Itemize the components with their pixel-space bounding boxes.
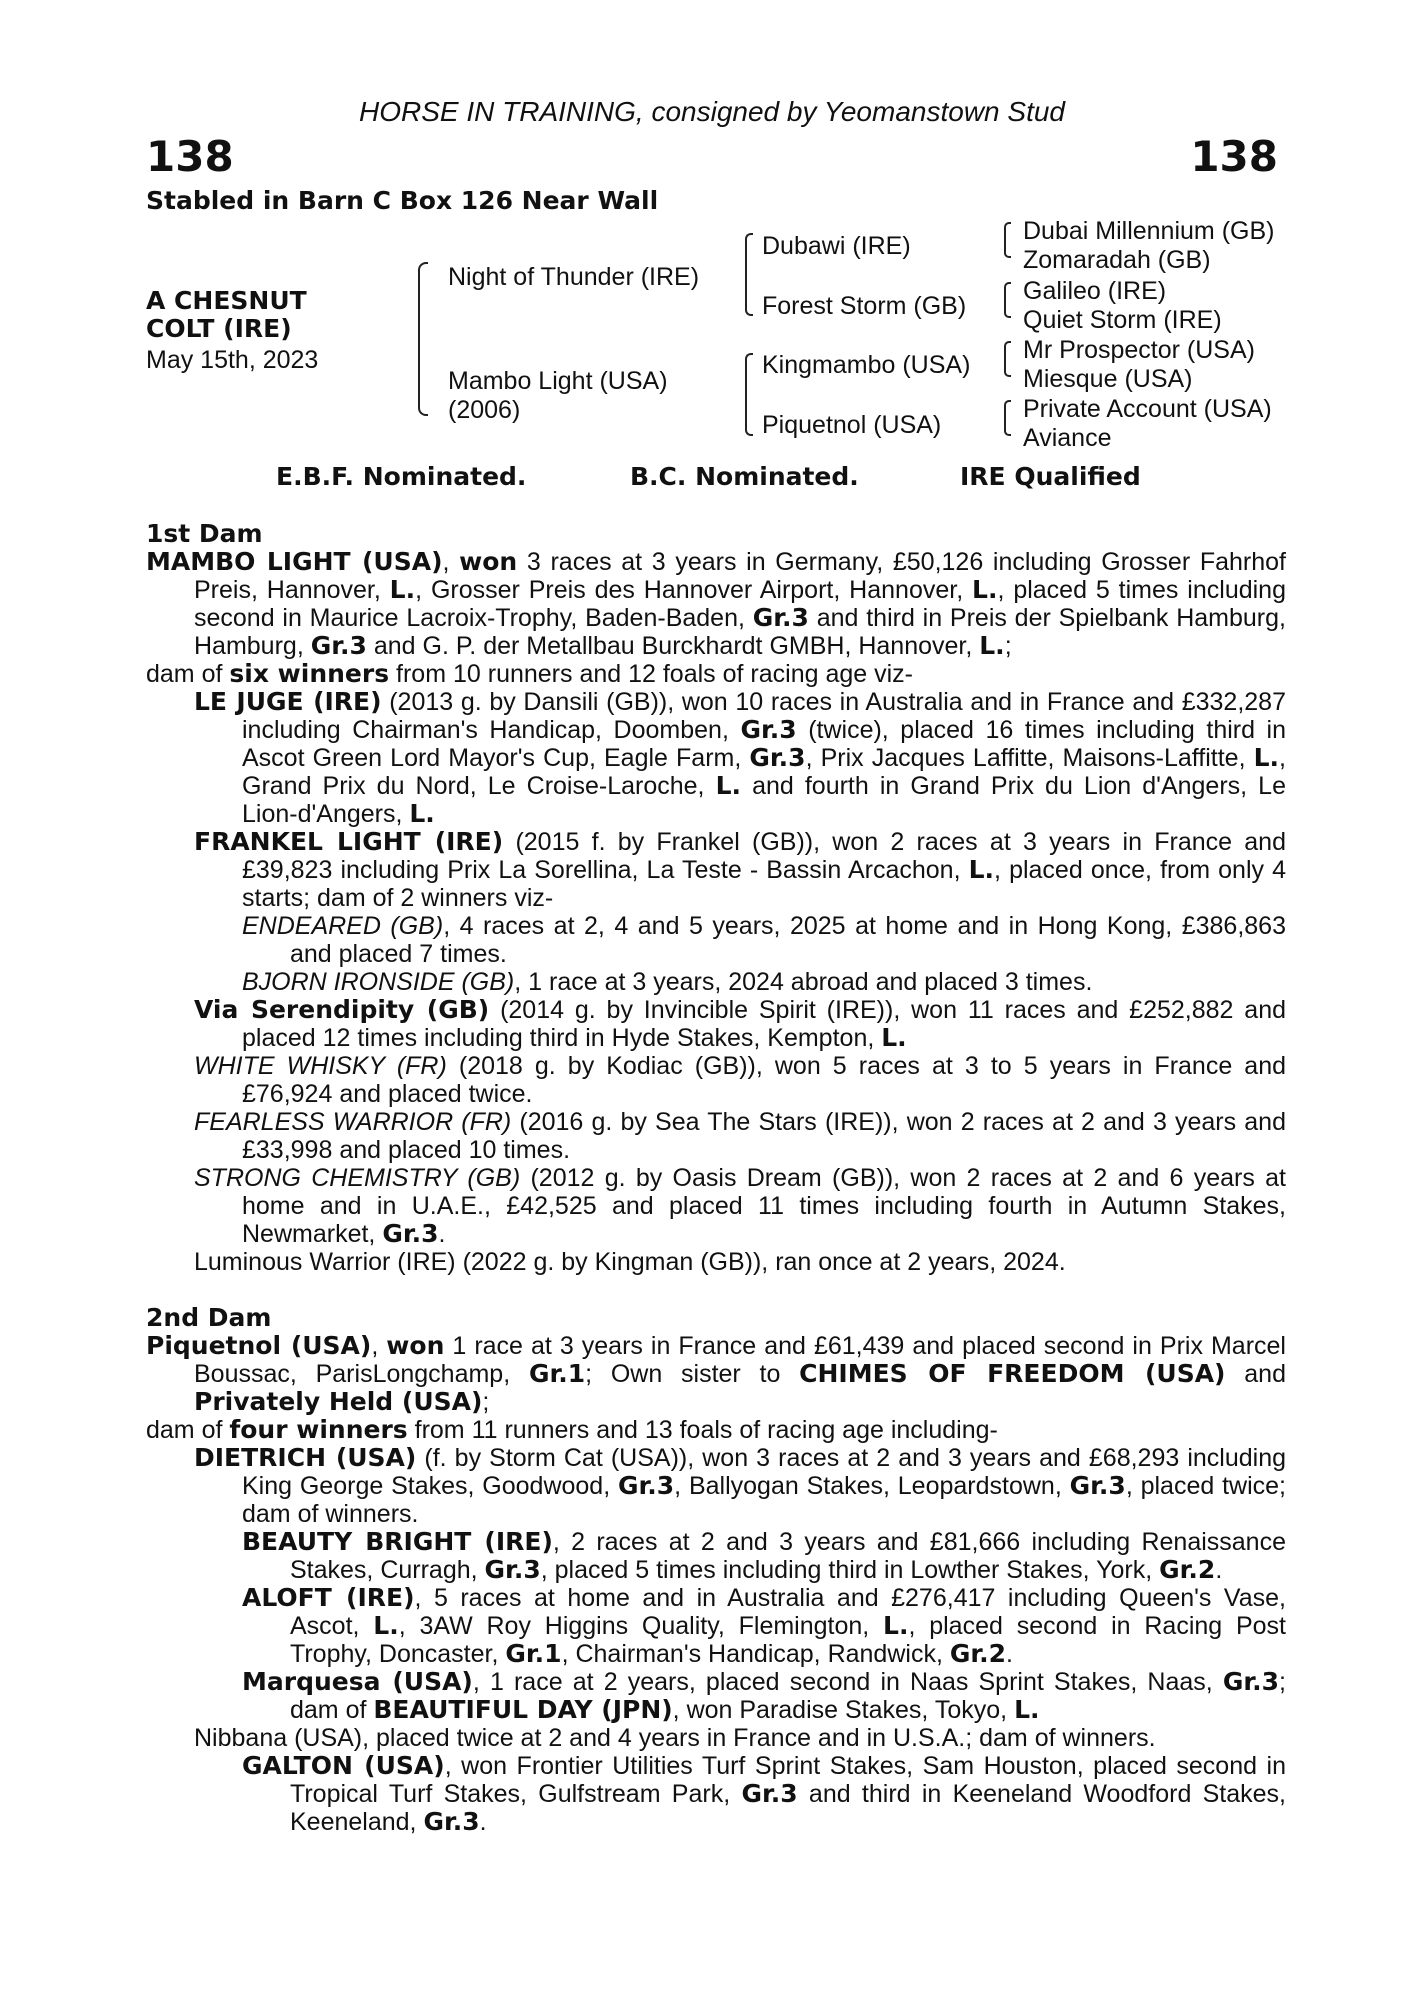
dam-year: (2006) xyxy=(448,396,521,424)
first-dam-heading: 1st Dam xyxy=(146,519,263,548)
record-text: (2018 g. by Kodiac (GB)), won 5 races at 3 to 5 years in France and £76,924 and placed twice. xyxy=(242,1052,1286,1108)
group-grade: Gr.3 xyxy=(752,603,809,632)
listed-grade: L. xyxy=(883,1611,909,1640)
produce-entry xyxy=(146,1444,1286,1528)
grandproduce-entry xyxy=(146,912,1286,968)
ggp-name: Aviance xyxy=(1023,424,1112,452)
produce-entry xyxy=(146,1724,1286,1752)
grandproduce-entry xyxy=(146,1528,1286,1584)
record-text: 3 races at 3 years in Germany, £50,126 including Grosser Fahrhof Preis, Hannover, xyxy=(194,548,1286,604)
produce-name: BEAUTIFUL DAY (JPN) xyxy=(373,1695,673,1724)
record-text: and xyxy=(1225,1360,1286,1388)
record-text: (2013 g. by Dansili (GB)), won 10 races in Australia and in France and £332,287 including Chairman's Handicap, Doomben, xyxy=(242,688,1286,744)
group-grade: Gr.3 xyxy=(484,1555,541,1584)
record-text: , 5 races at home and in Australia and £276,417 including Queen's Vase, Ascot, xyxy=(290,1584,1286,1640)
produce-name: WHITE WHISKY (FR) xyxy=(194,1052,447,1080)
horse-description xyxy=(146,287,307,343)
pedigree-brace-main xyxy=(418,262,428,416)
sibling-name: CHIMES OF FREEDOM (USA) xyxy=(799,1359,1226,1388)
lot-number-left: 138 xyxy=(146,132,234,181)
pedigree-brace-ggp4 xyxy=(1004,400,1011,436)
produce-name: FEARLESS WARRIOR (FR) xyxy=(194,1108,512,1136)
produce-name: STRONG CHEMISTRY (GB) xyxy=(194,1164,521,1192)
record-text: , Prix Jacques Laffitte, Maisons-Laffitte, xyxy=(805,744,1254,772)
grandproduce-entry xyxy=(146,1584,1286,1668)
sire-dam-name: Forest Storm (GB) xyxy=(762,292,967,320)
record-text: , placed 5 times including second in Maurice Lacroix-Trophy, Baden-Baden, xyxy=(194,576,1286,632)
group-grade: Gr.3 xyxy=(749,743,806,772)
produce-entry xyxy=(146,828,1286,912)
record-text: and G. P. der Metallbau Burckhardt GMBH, Hannover, xyxy=(366,632,980,660)
produce-name: GALTON (USA) xyxy=(242,1751,445,1780)
first-dam-record: MAMBO LIGHT (USA), won 3 races at 3 years in Germany, £50,126 including Grosser Fahrhof Preis, Hannover, L., Grosser Preis des Hannover Airport, Hannover, L., placed 5 times including second in Maurice Lacroix-Trophy, Baden-Baden, Gr.3 and third in Preis der Spielbank Hamburg, Hamburg, Gr.3 and G. P. der Metallbau Burckhardt GMBH, Hannover, L.; xyxy=(146,547,1286,660)
horse-description-line1: A CHESNUT xyxy=(146,286,307,315)
pedigree-brace-ggp1 xyxy=(1004,222,1011,258)
record-text: , Grand Prix du Nord, Le Croise-Laroche, xyxy=(242,744,1286,800)
won-label: won xyxy=(386,1331,445,1360)
record-text: (2012 g. by Oasis Dream (GB)), won 2 races at 2 and 6 years at home and in U.A.E., £42,525 and placed 11 times including fourth in Autumn Stakes, Newmarket, xyxy=(242,1164,1286,1248)
ggp-name: Mr Prospector (USA) xyxy=(1023,336,1255,364)
listed-grade: L. xyxy=(968,855,995,884)
second-dam-heading: 2nd Dam xyxy=(146,1303,272,1332)
record-text: , won Frontier Utilities Turf Sprint Stakes, Sam Houston, placed second in Tropical Turf Stakes, Gulfstream Park, xyxy=(290,1752,1286,1808)
dam-sire-name: Kingmambo (USA) xyxy=(762,351,971,379)
group-grade: Gr.2 xyxy=(1159,1555,1216,1584)
listed-grade: L. xyxy=(972,575,998,604)
produce-entry xyxy=(146,1108,1286,1164)
first-dam-name: MAMBO LIGHT (USA) xyxy=(146,547,443,576)
produce-entry xyxy=(146,996,1286,1052)
horse-description-line2: COLT (IRE) xyxy=(146,314,292,343)
record-text: , won Paradise Stakes, Tokyo, xyxy=(672,1696,1015,1724)
second-dam-record: Piquetnol (USA), won 1 race at 3 years in France and £61,439 and placed second in Prix Marcel Boussac, ParisLongchamp, Gr.1; Own sister to CHIMES OF FREEDOM (USA) and Privately Held (USA); xyxy=(146,1331,1286,1416)
produce-name: BEAUTY BRIGHT (IRE) xyxy=(242,1527,553,1556)
record-text: (twice), placed 16 times including third in Ascot Green Lord Mayor's Cup, Eagle Farm, xyxy=(242,716,1287,772)
listed-grade: L. xyxy=(373,1611,399,1640)
group-grade: Gr.3 xyxy=(740,715,797,744)
produce-name: BJORN IRONSIDE (GB) xyxy=(242,968,515,996)
produce-name: FRANKEL LIGHT (IRE) xyxy=(194,827,504,856)
lot-number-right: 138 xyxy=(1190,132,1278,181)
sibling-name: Privately Held (USA) xyxy=(194,1387,483,1416)
record-text: ; xyxy=(482,1388,490,1416)
dam-dam-name: Piquetnol (USA) xyxy=(762,411,942,439)
listed-grade: L. xyxy=(1014,1695,1040,1724)
dam-name: Mambo Light (USA) xyxy=(448,367,668,395)
listed-grade: L. xyxy=(1253,743,1280,772)
record-text: and fourth in Grand Prix du Lion d'Angers, Le Lion-d'Angers, xyxy=(242,772,1286,828)
record-text: Nibbana (USA), placed twice at 2 and 4 years in France and in U.S.A.; dam of winners. xyxy=(194,1724,1156,1752)
record-text: , Chairman's Handicap, Randwick, xyxy=(561,1640,950,1668)
ggp-name: Galileo (IRE) xyxy=(1023,277,1167,305)
produce-name: Marquesa (USA) xyxy=(242,1667,473,1696)
record-text: , placed twice; dam of winners. xyxy=(242,1472,1286,1528)
produce-entry xyxy=(146,688,1286,828)
catalogue-header: HORSE IN TRAINING, consigned by Yeomanstown Stud xyxy=(358,96,1065,127)
listed-grade: L. xyxy=(881,1023,907,1052)
dam-produce-record xyxy=(146,520,1286,1836)
second-dam-name: Piquetnol (USA) xyxy=(146,1331,372,1360)
produce-entry xyxy=(146,1164,1286,1248)
record-text: , 1 race at 3 years, 2024 abroad and placed 3 times. xyxy=(514,968,1093,996)
record-text: . xyxy=(1006,1640,1013,1668)
listed-grade: L. xyxy=(979,631,1005,660)
record-text: (f. by Storm Cat (USA)), won 3 races at 2 and 3 years and £68,293 including King George Stakes, Goodwood, xyxy=(242,1444,1287,1500)
record-text: ; Own sister to xyxy=(585,1360,800,1388)
won-label: won xyxy=(459,547,518,576)
second-dam-produce-summary xyxy=(146,1416,1286,1444)
produce-name: LE JUGE (IRE) xyxy=(194,687,382,716)
record-text: . xyxy=(479,1808,487,1836)
grandproduce-entry xyxy=(146,1668,1286,1724)
pedigree-brace-ggp2 xyxy=(1004,282,1011,318)
winners-count: six winners xyxy=(229,659,390,688)
group-grade: Gr.3 xyxy=(617,1471,675,1500)
record-text: , placed second in Racing Post Trophy, Doncaster, xyxy=(290,1612,1287,1668)
record-text: from 11 runners and 13 foals of racing age including- xyxy=(407,1416,998,1444)
grandproduce-entry xyxy=(146,968,1286,996)
produce-entry xyxy=(146,1052,1286,1108)
ebf-nomination: E.B.F. Nominated. xyxy=(276,462,527,491)
pedigree-brace-ggp3 xyxy=(1004,341,1011,377)
record-text: Luminous Warrior (IRE) (2022 g. by Kingman (GB)), ran once at 2 years, 2024. xyxy=(194,1248,1066,1276)
produce-name: DIETRICH (USA) xyxy=(194,1443,417,1472)
ggp-name: Dubai Millennium (GB) xyxy=(1023,217,1275,245)
record-text: (2016 g. by Sea The Stars (IRE)), won 2 races at 2 and 3 years and £33,998 and placed 10 times. xyxy=(242,1108,1286,1164)
sire-sire-name: Dubawi (IRE) xyxy=(762,232,911,260)
record-text: , 2 races at 2 and 3 years and £81,666 including Renaissance Stakes, Curragh, xyxy=(290,1528,1286,1584)
record-text: ; dam of xyxy=(290,1668,1286,1724)
group-grade: Gr.3 xyxy=(423,1807,480,1836)
record-text: dam of xyxy=(146,1416,230,1444)
record-text: . xyxy=(1215,1556,1223,1584)
ggp-name: Private Account (USA) xyxy=(1023,395,1272,423)
record-text: from 10 runners and 12 foals of racing age viz- xyxy=(389,660,913,688)
section-gap xyxy=(146,1276,1286,1304)
grandproduce-entry xyxy=(146,1752,1286,1836)
produce-name: ENDEARED (GB) xyxy=(242,912,444,940)
group-grade: Gr.1 xyxy=(505,1639,562,1668)
group-grade: Gr.2 xyxy=(949,1639,1007,1668)
group-grade: Gr.3 xyxy=(1222,1667,1280,1696)
first-dam-produce-summary xyxy=(146,660,1286,688)
produce-name: ALOFT (IRE) xyxy=(242,1583,415,1612)
sire-name: Night of Thunder (IRE) xyxy=(448,263,700,291)
ggp-name: Miesque (USA) xyxy=(1023,365,1193,393)
listed-grade: L. xyxy=(715,771,741,800)
pedigree-brace-sire xyxy=(745,233,753,316)
record-text: , placed 5 times including third in Lowther Stakes, York, xyxy=(540,1556,1160,1584)
record-text: 1 race at 3 years in France and £61,439 and placed second in Prix Marcel Boussac, ParisLongchamp, xyxy=(194,1332,1286,1388)
record-text: and third in Keeneland Woodford Stakes, Keeneland, xyxy=(290,1780,1287,1836)
record-text: (2015 f. by Frankel (GB)), won 2 races at 3 years in France and £39,823 including Prix La Sorellina, La Teste - Bassin Arcachon, xyxy=(242,828,1286,884)
record-text: and third in Preis der Spielbank Hamburg, Hamburg, xyxy=(194,604,1286,660)
ggp-name: Zomaradah (GB) xyxy=(1023,246,1211,274)
produce-entry xyxy=(146,1248,1286,1276)
record-text: dam of xyxy=(146,660,230,688)
pedigree-brace-dam xyxy=(745,353,753,436)
listed-grade: L. xyxy=(389,575,416,604)
group-grade: Gr.3 xyxy=(382,1219,439,1248)
ggp-name: Quiet Storm (IRE) xyxy=(1023,306,1222,334)
winners-count: four winners xyxy=(229,1415,408,1444)
ire-qualified: IRE Qualified xyxy=(960,462,1141,491)
listed-grade: L. xyxy=(409,799,435,828)
group-grade: Gr.3 xyxy=(1069,1471,1126,1500)
record-text: (2014 g. by Invincible Spirit (IRE)), won 11 races and £252,882 and placed 12 times including third in Hyde Stakes, Kempton, xyxy=(242,996,1287,1052)
group-grade: Gr.3 xyxy=(310,631,367,660)
record-text: , 3AW Roy Higgins Quality, Flemington, xyxy=(398,1612,884,1640)
record-text: , Ballyogan Stakes, Leopardstown, xyxy=(674,1472,1070,1500)
bc-nomination: B.C. Nominated. xyxy=(630,462,859,491)
stabling-info: Stabled in Barn C Box 126 Near Wall xyxy=(146,186,659,215)
record-text: , Grosser Preis des Hannover Airport, Hannover, xyxy=(415,576,973,604)
foaling-date: May 15th, 2023 xyxy=(146,346,319,374)
group-grade: Gr.3 xyxy=(741,1779,798,1808)
record-text: , placed once, from only 4 starts; dam of 2 winners viz- xyxy=(242,856,1286,912)
record-text: , 1 race at 2 years, placed second in Naas Sprint Stakes, Naas, xyxy=(472,1668,1223,1696)
record-text: , 4 races at 2, 4 and 5 years, 2025 at home and in Hong Kong, £386,863 and placed 7 times. xyxy=(290,912,1286,968)
record-text: ; xyxy=(1004,632,1012,660)
produce-name: Via Serendipity (GB) xyxy=(194,995,490,1024)
group-grade: Gr.1 xyxy=(528,1359,586,1388)
record-text: . xyxy=(438,1220,446,1248)
